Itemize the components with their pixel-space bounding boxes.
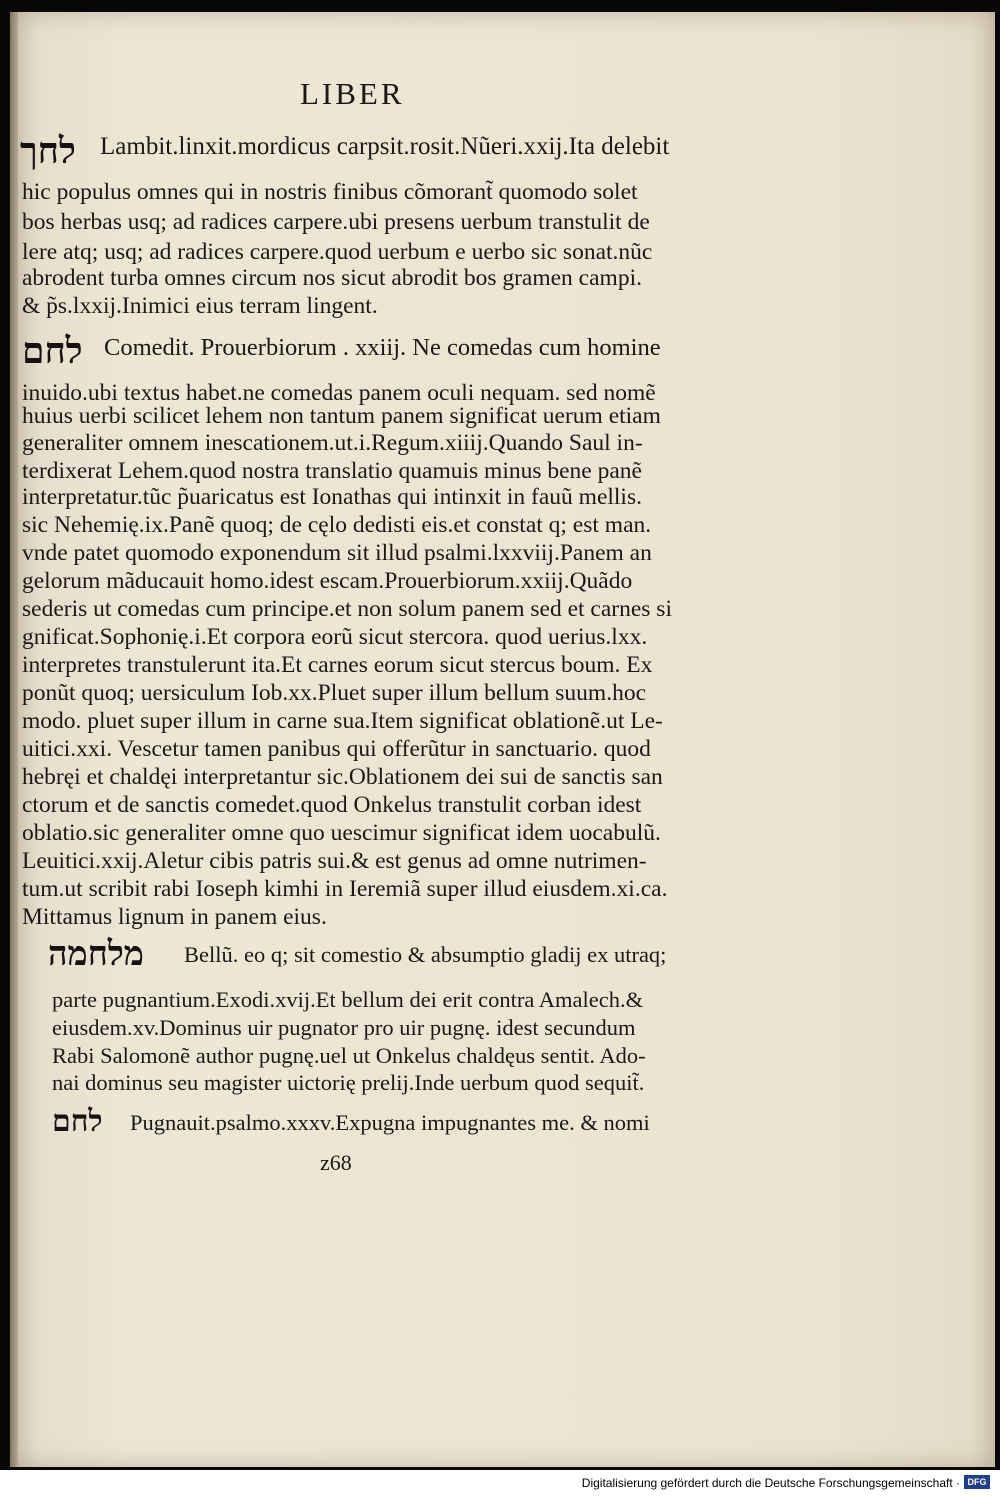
- text-line: Bellũ. eo q; sit comestio & absumptio gladij ex utraq;: [184, 942, 667, 967]
- text-line: Pugnauit.psalmo.xxxv.Expugna impugnantes me. & nomi: [130, 1110, 650, 1135]
- text-line: huius uerbi scilicet lehem non tantum panem significat uerum etiam: [22, 403, 661, 429]
- text-line: tum.ut scribit rabi Ioseph kimhi in Ieremiã super illud eiusdem.xi.ca.: [22, 876, 668, 902]
- text-line: parte pugnantium.Exodi.xvij.Et bellum dei erit contra Amalech.&: [52, 987, 644, 1012]
- text-line: Rabi Salomonẽ author pugnę.uel ut Onkelus chaldęus sentit. Ado-: [52, 1043, 646, 1068]
- page-gutter-edge: [10, 12, 18, 1467]
- text-line: sederis ut comedas cum principe.et non solum panem sed et carnes si: [22, 596, 672, 622]
- text-line: gnificat.Sophonię.i.Et corpora eorũ sicut stercora. quod uerius.lxx.: [22, 624, 648, 650]
- text-line: lere atq; usq; ad radices carpere.quod uerbum e uerbo sic sonat.nũc: [22, 239, 653, 265]
- text-line: & p̃s.lxxij.Inimici eius terram lingent.: [22, 293, 378, 319]
- text-line: sic Nehemię.ix.Panẽ quoq; de cęlo dedisti eis.et constat q; est man.: [22, 512, 652, 538]
- funding-credit: Digitalisierung gefördert durch die Deutsche Forschungsgemeinschaft ·: [581, 1476, 960, 1490]
- footer-bar: [0, 1470, 1000, 1496]
- dfg-logo: DFG: [964, 1475, 990, 1489]
- hebrew-headword: לחם: [52, 1104, 103, 1139]
- text-line: oblatio.sic generaliter omne quo uescimur significat idem uocabulũ.: [22, 820, 661, 846]
- text-line: interpretes transtulerunt ita.Et carnes eorum sicut stercus boum. Ex: [22, 652, 653, 678]
- hebrew-headword: לחם: [22, 330, 83, 372]
- text-line: hebręi et chaldęi interpretantur sic.Oblationem dei sui de sanctis san: [22, 764, 663, 790]
- running-head: LIBER: [300, 76, 405, 111]
- text-line: abrodent turba omnes circum nos sicut abrodit bos gramen campi.: [22, 265, 642, 291]
- text-line: Comedit. Prouerbiorum . xxiij. Ne comedas cum homine: [104, 334, 661, 361]
- hebrew-headword: מלחמה: [48, 934, 144, 974]
- text-line: nai dominus seu magister uictorię prelij.Inde uerbum quod sequit̃.: [52, 1070, 645, 1095]
- text-line: generaliter omnem inescationem.ut.i.Regum.xiiij.Quando Saul in-: [22, 430, 643, 456]
- text-line: terdixerat Lehem.quod nostra translatio quamuis minus bene panẽ: [22, 458, 642, 484]
- text-line: ctorum et de sanctis comedet.quod Onkelus transtulit corban idest: [22, 792, 642, 818]
- text-line: eiusdem.xv.Dominus uir pugnator pro uir pugnę. idest secundum: [52, 1015, 636, 1040]
- text-line: bos herbas usq; ad radices carpere.ubi presens uerbum transtulit de: [22, 209, 650, 235]
- text-line: Mittamus lignum in panem eius.: [22, 904, 327, 930]
- text-line: uitici.xxi. Vescetur tamen panibus qui offerũtur in sanctuario. quod: [22, 736, 651, 762]
- text-line: interpretatur.tũc p̃uaricatus est Ionathas qui intinxit in fauũ mellis.: [22, 484, 642, 510]
- text-line: ponũt quoq; uersiculum Iob.xx.Pluet super illum bellum suum.hoc: [22, 680, 647, 706]
- text-line: vnde patet quomodo exponendum sit illud psalmi.lxxviij.Panem an: [22, 540, 652, 566]
- text-line: Leuitici.xxij.Aletur cibis patris sui.& est genus ad omne nutrimen-: [22, 848, 647, 874]
- text-line: modo. pluet super illum in carne sua.Item significat oblationẽ.ut Le-: [22, 708, 663, 734]
- text-line: gelorum mãducauit homo.idest escam.Prouerbiorum.xxiij.Quãdo: [22, 568, 633, 594]
- hebrew-headword: לחך: [20, 130, 76, 172]
- folio-number: z68: [320, 1150, 352, 1175]
- text-line: inuido.ubi textus habet.ne comedas panem oculi nequam. sed nomẽ: [22, 380, 656, 406]
- text-line: Lambit.linxit.mordicus carpsit.rosit.Nũeri.xxij.Ita delebit: [100, 133, 670, 160]
- text-line: hic populus omnes qui in nostris finibus cõmorant̃ quomodo solet: [22, 179, 638, 205]
